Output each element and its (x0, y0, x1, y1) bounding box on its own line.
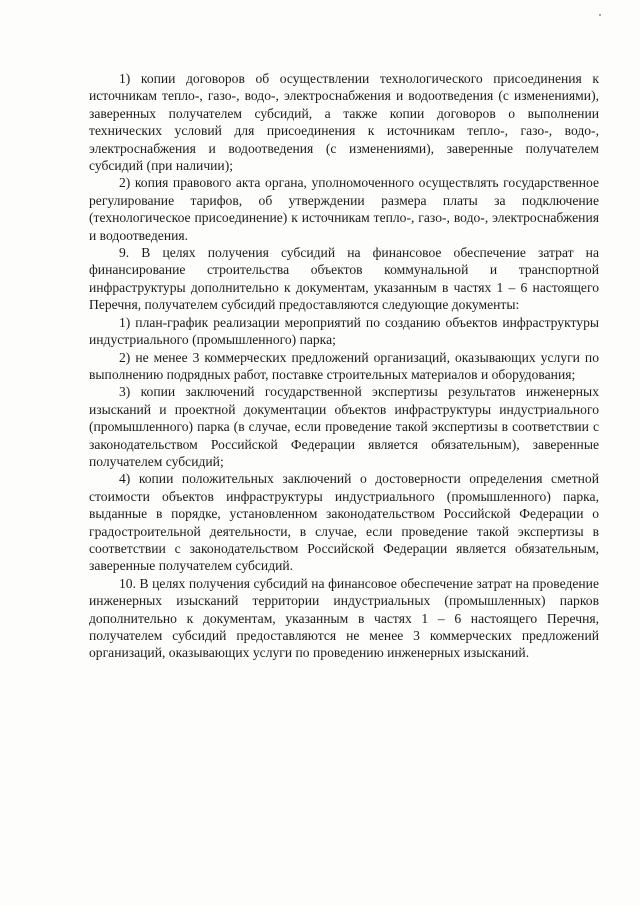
scan-mark (599, 14, 601, 16)
paragraph-item-2-tariff-act: 2) копия правового акта органа, уполномоченного осуществлять государственное регулирование тарифов, об утверждении размера платы за подключение (технологическое присоединение) к источникам тепло-, газо-, водо-, электроснабжения и водоотведения. (89, 175, 599, 243)
paragraph-section-9-item-3: 3) копии заключений государственной экспертизы результатов инженерных изысканий и проектной документации объектов инфраструктуры индустриального (промышленного) парка (в случае, если проведение такой экспертизы в соответствии с законодательством Российской Федерации является обязательным), заверенные получателем субсидий; (89, 384, 599, 469)
paragraph-section-9-item-4: 4) копии положительных заключений о достоверности определения сметной стоимости объектов инфраструктуры индустриального (промышленного) парка, выданные в порядке, установленном законодательством Российской Федерации о градостроительной деятельности, в случае, если проведение такой экспертизы в соответствии с законодательством Российской Федерации является обязательным, заверенные получателем субсидий. (89, 471, 599, 574)
paragraph-section-10: 10. В целях получения субсидий на финансовое обеспечение затрат на проведение инженерных изысканий территории индустриальных (промышленных) парков дополнительно к документам, указанным в частях 1 – 6 настоящего Перечня, получателем субсидий предоставляются не менее 3 коммерческих предложений организаций, оказывающих услуги по проведению инженерных изысканий. (89, 575, 599, 661)
paragraph-item-1-contracts: 1) копии договоров об осуществлении технологического присоединения к источникам тепло-, газо-, водо-, электроснабжения и водоотведения (с изменениями), заверенных получателем субсидий, а также копии договоров о выполнении технических условий для присоединения к источникам тепло-, газо-, водо-, электроснабжения и водоотведения (с изменениями), заверенные получателем субсидий (при наличии); (89, 71, 599, 174)
paragraph-section-9: 9. В целях получения субсидий на финансовое обеспечение затрат на финансирование строительства объектов коммунальной и транспортной инфраструктуры дополнительно к документам, указанным в частях 1 – 6 настоящего Перечня, получателем субсидий предоставляются следующие документы: (89, 245, 599, 313)
paragraph-section-9-item-1: 1) план-график реализации мероприятий по созданию объектов инфраструктуры индустриального (промышленного) парка; (89, 314, 599, 348)
paragraph-section-9-item-2: 2) не менее 3 коммерческих предложений организаций, оказывающих услуги по выполнению подрядных работ, поставке строительных материалов и оборудования; (89, 349, 599, 382)
document-body (89, 70, 599, 662)
